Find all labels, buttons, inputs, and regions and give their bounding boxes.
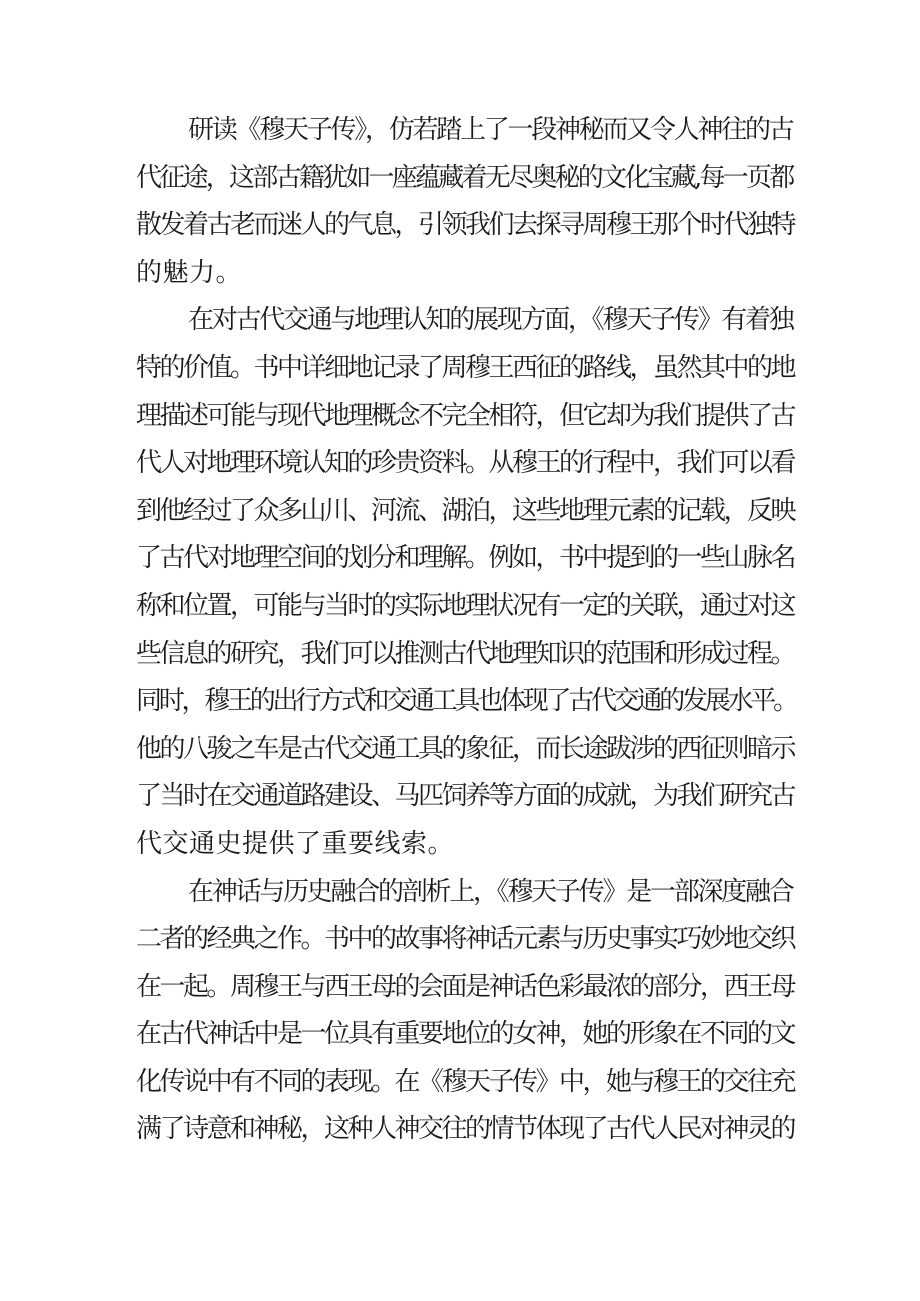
text-line: 在古代神话中是一位具有重要地位的女神，她的形象在不同的文 — [136, 1019, 795, 1050]
text-line: 他的八骏之车是古代交通工具的象征，而长途跋涉的西征则暗示 — [136, 733, 795, 764]
text-line: 在对古代交通与地理认知的展现方面，《穆天子传》有着独 — [188, 305, 793, 336]
text-line: 在一起。周穆王与西王母的会面是神话色彩最浓的部分，西王母 — [136, 971, 795, 1002]
text-line: 代人对地理环境认知的珍贵资料。从穆王的行程中，我们可以看 — [136, 448, 795, 479]
text-line: 散发着古老而迷人的气息，引领我们去探寻周穆王那个时代独特 — [136, 210, 795, 241]
text-line: 代交通史提供了重要线索。 — [136, 828, 455, 859]
paragraph-3 — [136, 869, 796, 1155]
text-line: 二者的经典之作。书中的故事将神话元素与历史事实巧妙地交织 — [136, 924, 795, 955]
text-line: 满了诗意和神秘，这种人神交往的情节体现了古代人民对神灵的 — [136, 1114, 795, 1145]
paragraph-2 — [136, 297, 796, 868]
text-line: 称和位置，可能与当时的实际地理状况有一定的关联，通过对这 — [136, 590, 795, 621]
text-line: 研读《穆天子传》，仿若踏上了一段神秘而又令人神往的古 — [188, 115, 793, 145]
document-body — [136, 107, 796, 1154]
text-line: 些信息的研究，我们可以推测古代地理知识的范围和形成过程。 — [136, 638, 795, 669]
text-line: 理描述可能与现代地理概念不完全相符，但它却为我们提供了古 — [136, 400, 795, 431]
paragraph-1 — [136, 107, 796, 297]
text-line: 代征途，这部古籍犹如一座蕴藏着无尽奥秘的文化宝藏,每一页都 — [136, 162, 793, 193]
text-line: 到他经过了众多山川、河流、湖泊，这些地理元素的记载，反映 — [136, 495, 795, 526]
text-line: 了古代对地理空间的划分和理解。例如，书中提到的一些山脉名 — [136, 543, 795, 574]
text-line: 特的价值。书中详细地记录了周穆王西征的路线，虽然其中的地 — [136, 352, 795, 383]
text-line: 的魅力。 — [136, 257, 243, 288]
text-line: 在神话与历史融合的剖析上，《穆天子传》是一部深度融合 — [188, 876, 793, 907]
text-line: 化传说中有不同的表现。在《穆天子传》中，她与穆王的交往充 — [136, 1066, 795, 1097]
text-line: 了当时在交通道路建设、马匹饲养等方面的成就，为我们研究古 — [136, 781, 795, 812]
text-line: 同时，穆王的出行方式和交通工具也体现了古代交通的发展水平。 — [136, 686, 796, 717]
